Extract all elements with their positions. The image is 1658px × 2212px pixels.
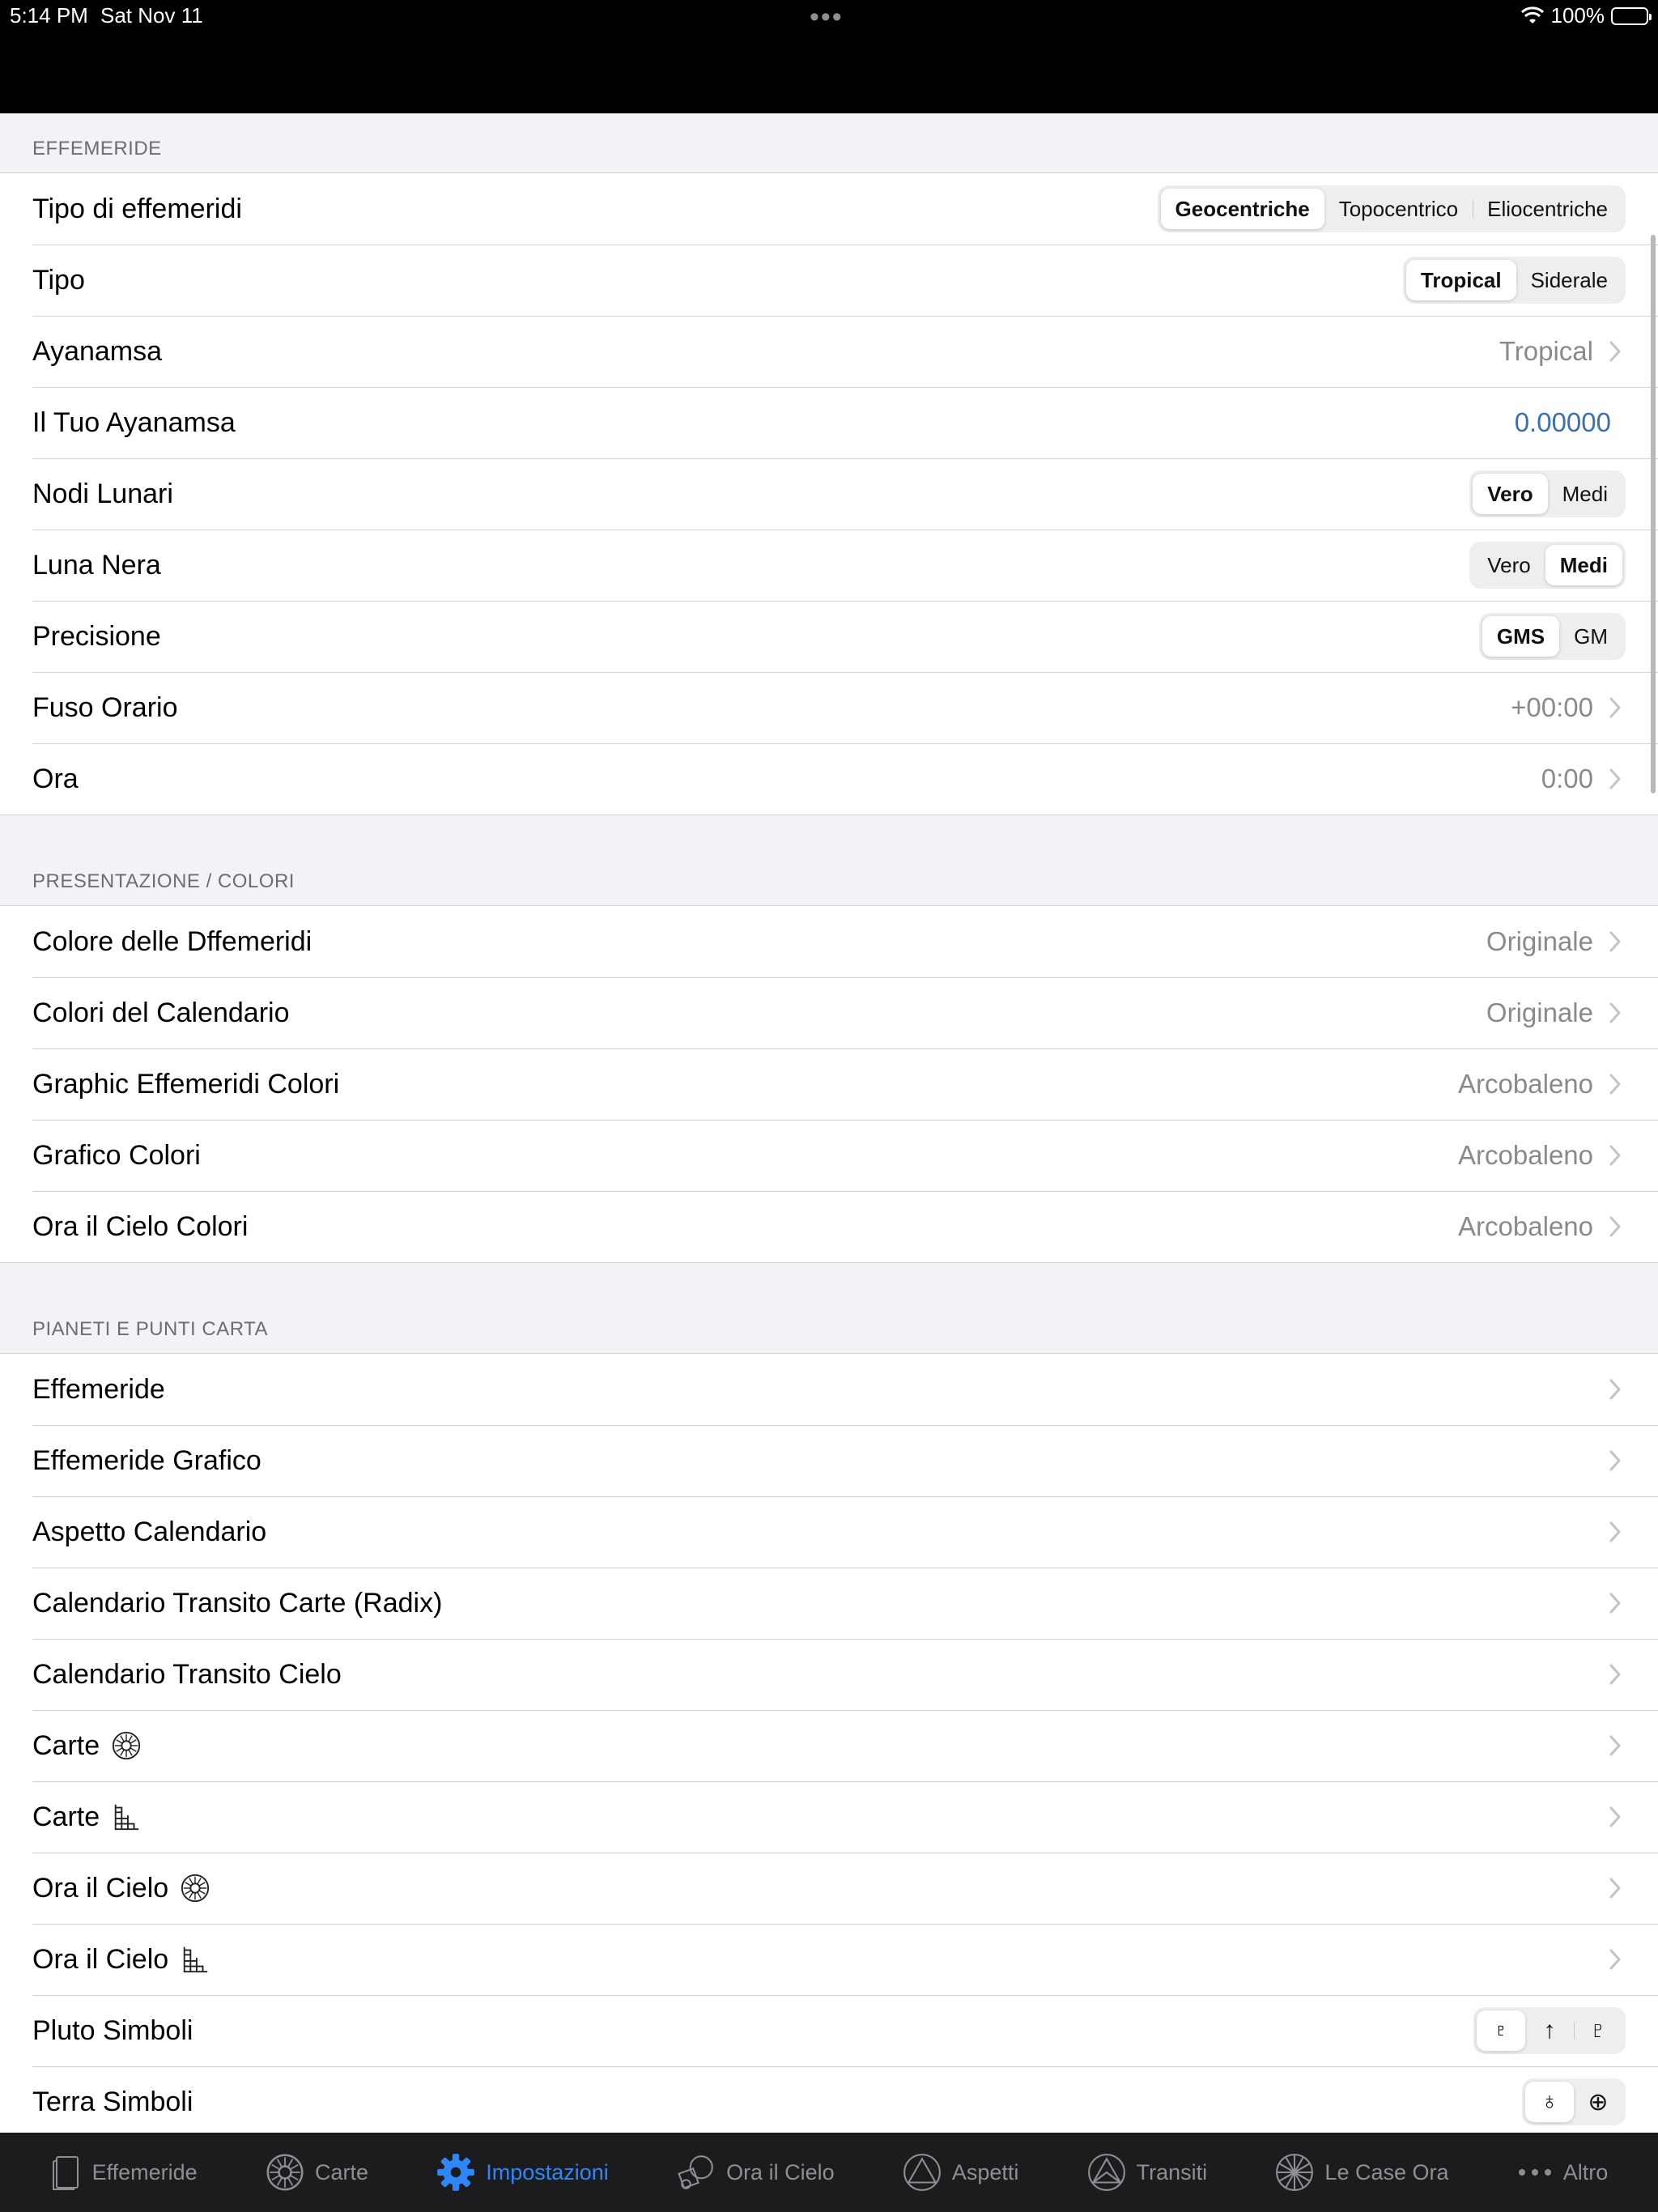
segmented-control-nodi-lunari — [1469, 470, 1626, 517]
row-value: 0:00 — [1541, 764, 1593, 793]
chevron-right-icon — [1608, 339, 1626, 364]
row-label: Aspetto Calendario — [32, 1516, 267, 1547]
segment-vero[interactable]: Vero — [1473, 474, 1547, 514]
tab-altro[interactable] — [1516, 2160, 1609, 2185]
row-label-container — [32, 998, 1486, 1029]
segment-medi[interactable]: Medi — [1545, 545, 1622, 585]
row-label-container — [32, 550, 1469, 581]
settings-row-colore-delle-dffemeridi[interactable] — [0, 906, 1658, 977]
tab-label: Altro — [1562, 2159, 1609, 2184]
tab-impostazioni[interactable] — [436, 2152, 609, 2193]
row-label-container — [32, 1659, 1608, 1691]
chevron-right-icon — [1608, 1662, 1626, 1687]
transit-icon — [1086, 2152, 1127, 2193]
row-label: Carte — [32, 1729, 100, 1761]
settings-row-ora-il-cielo[interactable] — [0, 1924, 1658, 1995]
settings-row-effemeride-grafico[interactable] — [0, 1425, 1658, 1496]
row-label: Tipo — [32, 264, 85, 296]
segmented-control-tipo-di-effemeridi — [1158, 185, 1626, 232]
settings-row-grafico-colori[interactable] — [0, 1120, 1658, 1191]
row-label-container — [32, 2087, 1522, 2118]
tab-label: Impostazioni — [486, 2159, 609, 2184]
row-label-container — [32, 1588, 1608, 1619]
row-label: Ora il Cielo — [32, 1872, 169, 1904]
chevron-right-icon — [1608, 1001, 1626, 1025]
chevron-right-icon — [1608, 1591, 1626, 1615]
settings-row-graphic-effemeridi-colori[interactable] — [0, 1049, 1658, 1120]
row-label-container — [32, 1140, 1458, 1172]
row-label: Colore delle Dffemeridi — [32, 925, 312, 957]
chevron-right-icon — [1608, 1143, 1626, 1168]
chevron-right-icon — [1608, 1520, 1626, 1544]
row-label: Ora — [32, 763, 79, 794]
section-header: EFFEMERIDE — [0, 113, 1658, 173]
wifi-icon — [1520, 6, 1545, 26]
chevron-right-icon — [1608, 1377, 1626, 1402]
sky-icon — [676, 2152, 716, 2193]
row-label: Colori del Calendario — [32, 997, 290, 1028]
status-bar — [0, 0, 1658, 113]
settings-group — [0, 1354, 1658, 2133]
settings-row-carte[interactable] — [0, 1710, 1658, 1781]
row-label-container — [32, 194, 1158, 225]
settings-row-colori-del-calendario[interactable] — [0, 977, 1658, 1049]
book-icon — [50, 2154, 83, 2191]
tab-carte[interactable] — [265, 2152, 368, 2193]
row-label-container — [32, 764, 1541, 795]
segmented-control-terra-simboli — [1522, 2078, 1626, 2125]
row-label: Effemeride Grafico — [32, 1444, 261, 1476]
wheel-icon — [265, 2152, 305, 2193]
row-label: Graphic Effemeridi Colori — [32, 1068, 340, 1100]
settings-row-fuso-orario[interactable] — [0, 672, 1658, 743]
tab-label: Ora il Cielo — [726, 2159, 835, 2184]
arrow-up-icon[interactable]: ↑ — [1543, 2017, 1556, 2044]
row-label-container — [32, 407, 1515, 439]
row-label: Calendario Transito Carte (Radix) — [32, 1587, 443, 1619]
gear-icon — [436, 2152, 476, 2193]
settings-group — [0, 173, 1658, 815]
settings-row-ayanamsa[interactable] — [0, 316, 1658, 387]
tab-le-case-ora[interactable] — [1274, 2152, 1448, 2193]
settings-row-carte[interactable] — [0, 1781, 1658, 1853]
row-label: Luna Nera — [32, 549, 161, 581]
status-right — [1520, 3, 1649, 28]
chevron-right-icon — [1608, 1805, 1626, 1829]
tab-label: Carte — [314, 2159, 368, 2184]
chevron-right-icon — [1608, 1448, 1626, 1473]
chevron-right-icon — [1608, 1947, 1626, 1972]
battery-percent: 100% — [1550, 3, 1605, 28]
settings-list[interactable] — [0, 113, 1658, 2133]
row-label-container — [32, 1374, 1608, 1406]
section-header: PIANETI E PUNTI CARTA — [0, 1263, 1658, 1354]
settings-row-ora-il-cielo[interactable] — [0, 1853, 1658, 1924]
segment-gm[interactable]: GM — [1574, 623, 1608, 649]
row-label: Ayanamsa — [32, 335, 163, 367]
row-label: Effemeride — [32, 1373, 165, 1405]
segment-geocentriche[interactable]: Geocentriche — [1161, 189, 1324, 229]
chevron-right-icon — [1608, 696, 1626, 720]
row-label-container — [32, 1944, 1608, 1976]
chevron-right-icon — [1608, 1072, 1626, 1096]
segment-eliocentriche[interactable]: Eliocentriche — [1473, 189, 1622, 229]
wheel-icon — [180, 1873, 210, 1904]
row-label-container — [32, 1211, 1458, 1243]
row-value[interactable]: 0.00000 — [1514, 407, 1611, 437]
grid-chart-icon — [180, 1944, 210, 1975]
segment-tropical[interactable]: Tropical — [1406, 260, 1516, 300]
tab-label: Transiti — [1136, 2159, 1208, 2184]
status-date: Sat Nov 11 — [100, 3, 203, 28]
row-value: Tropical — [1499, 336, 1593, 366]
segment-medi[interactable]: Medi — [1562, 481, 1608, 506]
wheel-icon — [111, 1730, 142, 1761]
row-label-container — [32, 1516, 1608, 1548]
pluto-glyph-icon[interactable]: ♇ — [1477, 2010, 1525, 2051]
row-label-container — [32, 1730, 1608, 1762]
row-value: Arcobaleno — [1458, 1069, 1593, 1099]
row-label: Grafico Colori — [32, 1139, 201, 1171]
settings-group — [0, 906, 1658, 1263]
tab-aspetti[interactable] — [902, 2152, 1019, 2193]
row-label-container — [32, 1873, 1608, 1904]
segment-vero[interactable]: Vero — [1487, 552, 1531, 577]
row-value: Originale — [1486, 998, 1593, 1027]
row-label: Precisione — [32, 620, 161, 652]
row-label-container — [32, 1069, 1458, 1100]
row-value: Arcobaleno — [1458, 1140, 1593, 1170]
multitask-dots[interactable]: ••• — [810, 2, 844, 32]
pluto-pl-icon[interactable]: ♇ — [1574, 2010, 1622, 2051]
settings-row-tipo — [0, 245, 1658, 316]
settings-row-effemeride[interactable] — [0, 1354, 1658, 1425]
row-label: Tipo di effemeridi — [32, 193, 242, 224]
tab-label: Le Case Ora — [1324, 2159, 1449, 2184]
settings-row-terra-simboli — [0, 2066, 1658, 2133]
row-label-container — [32, 265, 1403, 296]
tab-effemeride[interactable] — [50, 2154, 198, 2191]
row-label-container — [32, 692, 1511, 724]
row-label: Terra Simboli — [32, 2086, 193, 2117]
tab-transiti[interactable] — [1086, 2152, 1208, 2193]
grid-chart-icon — [111, 1802, 142, 1832]
row-label: Ora il Cielo — [32, 1943, 169, 1975]
tab-bar — [0, 2133, 1658, 2212]
segmented-control-tipo — [1403, 257, 1626, 304]
scroll-indicator[interactable] — [1651, 235, 1656, 793]
settings-row-tipo-di-effemeridi — [0, 173, 1658, 245]
tab-ora-il-cielo[interactable] — [676, 2152, 835, 2193]
settings-row-calendario-transito-cielo[interactable] — [0, 1639, 1658, 1710]
settings-row-nodi-lunari — [0, 458, 1658, 530]
row-label-container — [32, 479, 1469, 510]
triangle-icon — [902, 2152, 942, 2193]
settings-row-ora[interactable] — [0, 743, 1658, 815]
settings-row-ora-il-cielo-colori[interactable] — [0, 1191, 1658, 1262]
row-label: Ora il Cielo Colori — [32, 1210, 249, 1242]
tab-label: Aspetti — [951, 2159, 1019, 2184]
tab-label: Effemeride — [91, 2159, 198, 2184]
row-label: Fuso Orario — [32, 691, 178, 723]
battery-icon — [1611, 7, 1648, 25]
row-label: Nodi Lunari — [32, 478, 173, 509]
segmented-control-precisione — [1479, 613, 1626, 660]
settings-row-calendario-transito-carte-radix[interactable] — [0, 1568, 1658, 1639]
row-label-container — [32, 2015, 1473, 2047]
row-value: Arcobaleno — [1458, 1211, 1593, 1241]
settings-row-precisione — [0, 601, 1658, 672]
more-icon — [1516, 2164, 1554, 2180]
settings-row-aspetto-calendario[interactable] — [0, 1496, 1658, 1568]
segmented-control-pluto-simboli — [1473, 2007, 1626, 2054]
earth-circle-icon[interactable]: ⊕ — [1588, 2088, 1609, 2116]
chevron-right-icon — [1608, 1876, 1626, 1900]
row-label: Pluto Simboli — [32, 2014, 193, 2046]
row-label-container — [32, 621, 1479, 653]
settings-row-pluto-simboli — [0, 1995, 1658, 2066]
row-label: Calendario Transito Cielo — [32, 1658, 342, 1690]
earth-cross-icon[interactable]: ♁ — [1525, 2082, 1574, 2122]
settings-row-il-tuo-ayanamsa[interactable] — [0, 387, 1658, 458]
row-value: Originale — [1486, 926, 1593, 956]
row-label: Il Tuo Ayanamsa — [32, 406, 236, 438]
settings-row-luna-nera — [0, 530, 1658, 601]
chevron-right-icon — [1608, 767, 1626, 791]
segment-gms[interactable]: GMS — [1482, 616, 1559, 657]
row-label-container — [32, 1802, 1608, 1833]
chevron-right-icon — [1608, 1214, 1626, 1239]
row-label-container — [32, 926, 1486, 958]
chevron-right-icon — [1608, 929, 1626, 954]
row-value: +00:00 — [1511, 692, 1593, 722]
houses-icon — [1274, 2152, 1315, 2193]
segment-topocentrico[interactable]: Topocentrico — [1338, 196, 1459, 221]
row-label-container — [32, 336, 1499, 368]
status-time: 5:14 PM — [10, 3, 88, 28]
row-label: Carte — [32, 1801, 100, 1832]
segmented-control-luna-nera — [1469, 542, 1626, 589]
section-header: PRESENTAZIONE / COLORI — [0, 815, 1658, 906]
chevron-right-icon — [1608, 1733, 1626, 1758]
row-label-container — [32, 1445, 1608, 1477]
segment-siderale[interactable]: Siderale — [1530, 267, 1608, 292]
